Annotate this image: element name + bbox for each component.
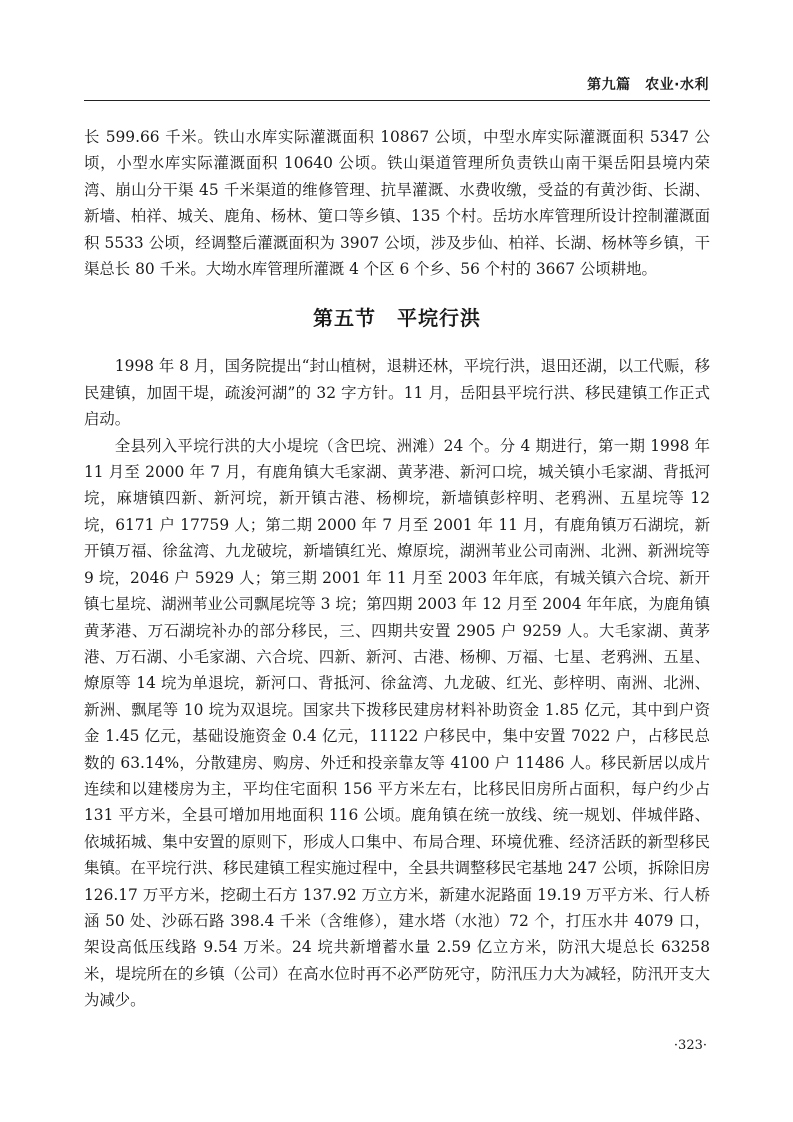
running-header: 第九篇 农业·水利	[587, 77, 709, 93]
page-body	[84, 124, 710, 1014]
body-paragraph: 全县列入平垸行洪的大小堤垸（含巴垸、洲滩）24 个。分 4 期进行，第一期 1998 年 11 月至 2000 年 7 月，有鹿角镇大毛家湖、黄茅港、新河口垸，城关镇小毛家湖、背抵河垸，麻塘镇四新、新河垸，新开镇古港、杨柳垸，新墙镇彭梓明、老鸦洲、五星垸等 12 垸，6171 户 17759 人；第二期 2000 年 7 月至 2001 年 11 月，有鹿角镇万石湖垸，新开镇万福、徐盆湾、九龙破垸，新墙镇红光、燎原垸，湖洲苇业公司南洲、北洲、新洲垸等 9 垸，2046 户 5929 人；第三期 2001 年 11 月至 2003 年年底，有城关镇六合垸、新开镇七星垸、湖洲苇业公司飘尾垸等 3 垸；第四期 2003 年 12 月至 2004 年年底，为鹿角镇黄茅港、万石湖垸补办的部分移民，三、四期共安置 2905 户 9259 人。大毛家湖、黄茅港、万石湖、小毛家湖、六合垸、四新、新河、古港、杨柳、万福、七星、老鸦洲、五星、燎原等 14 垸为单退垸，新河口、背抵河、徐盆湾、九龙破、红光、彭梓明、南洲、北洲、新洲、飘尾等 10 垸为双退垸。国家共下拨移民建房材料补助资金 1.85 亿元，其中到户资金 1.45 亿元，基础设施资金 0.4 亿元，11122 户移民中，集中安置 7022 户，占移民总数的 63.14%，分散建房、购房、外迁和投亲靠友等 4100 户 11486 人。移民新居以成片连续和以建楼房为主，平均住宅面积 156 平方米左右，比移民旧房所占面积，每户约少占 131 平方米，全县可增加用地面积 116 公顷。鹿角镇在统一放线、统一规划、伴城伴路、依城拓城、集中安置的原则下，形成人口集中、布局合理、环境优雅、经济活跃的新型移民集镇。在平垸行洪、移民建镇工程实施过程中，全县共调整移民宅基地 247 公顷，拆除旧房 126.17 万平方米，挖砌土石方 137.92 万立方米，新建水泥路面 19.19 万平方米、行人桥涵 50 处、沙砾石路 398.4 千米（含维修），建水塔（水池）72 个，打压水井 4079 口，架设高低压线路 9.54 万米。24 垸共新增蓄水量 2.59 亿立方米，防汛大堤总长 63258 米，堤垸所在的乡镇（公司）在高水位时再不必严防死守，防汛压力大为减轻，防汛开支大为减少。	[84, 436, 710, 1010]
section-title: 第五节 平垸行洪	[313, 306, 481, 331]
continued-paragraph: 长 599.66 千米。铁山水库实际灌溉面积 10867 公顷，中型水库实际灌溉面积 5347 公顷，小型水库实际灌溉面积 10640 公顷。铁山渠道管理所负责铁山南干渠岳阳县境内荣湾、崩山分干渠 45 千米渠道的维修管理、抗旱灌溉、水费收缴，受益的有黄沙街、长湖、新墙、柏祥、城关、鹿角、杨林、筻口等乡镇、135 个村。岳坊水库管理所设计控制灌溉面积 5533 公顷，经调整后灌溉面积为 3907 公顷，涉及步仙、柏祥、长湖、杨林等乡镇，干渠总长 80 千米。大坳水库管理所灌溉 4 个区 6 个乡、56 个村的 3667 公顷耕地。	[84, 128, 710, 279]
page-number: ·323·	[673, 1038, 707, 1053]
header-rule	[84, 100, 710, 101]
body-paragraph: 1998 年 8 月，国务院提出“封山植树，退耕还林，平垸行洪，退田还湖，以工代赈，移民建镇，加固干堤，疏浚河湖”的 32 字方针。11 月，岳阳县平垸行洪、移民建镇工作正式启动。	[84, 357, 710, 429]
